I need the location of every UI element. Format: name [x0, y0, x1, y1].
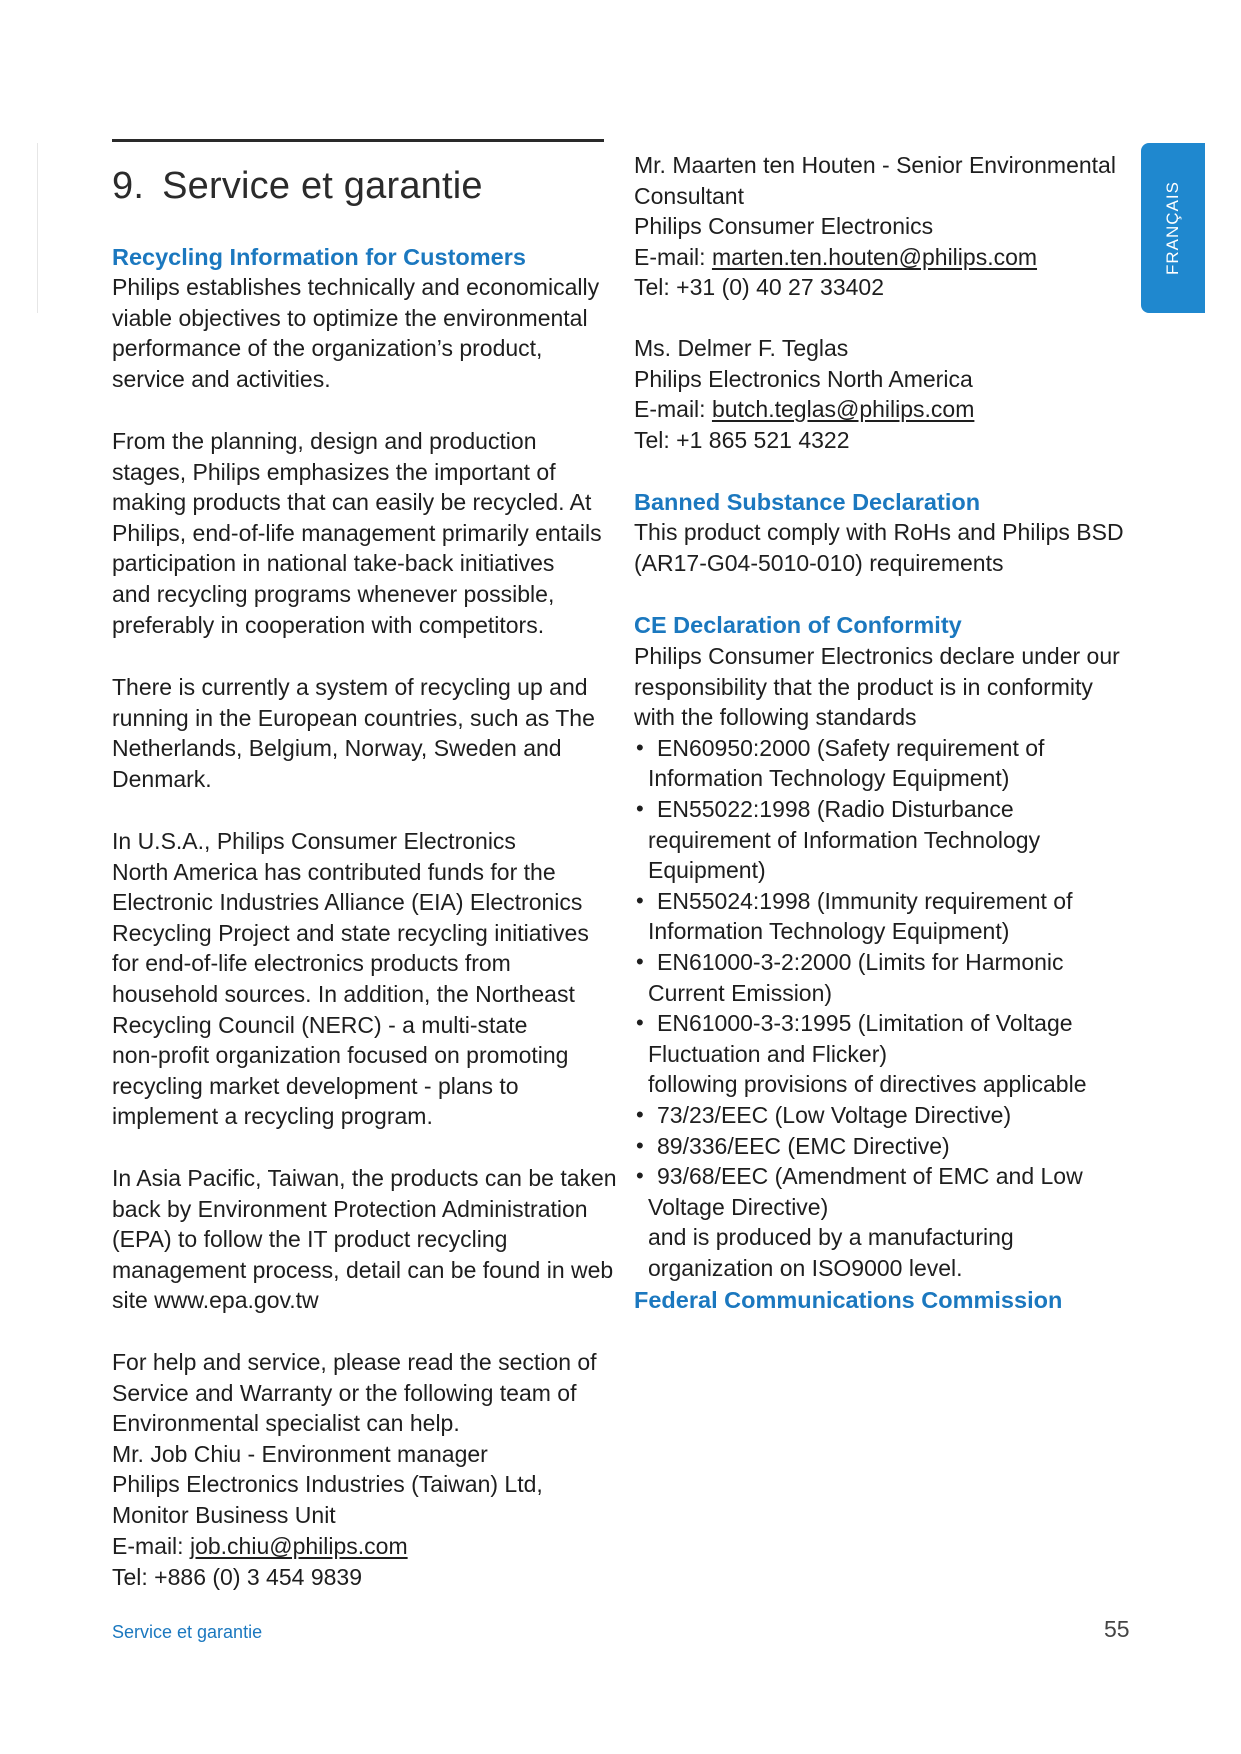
text-line: (EPA) to follow the IT product recycling [112, 1226, 508, 1253]
text-line: Recycling Project and state recycling initiatives [112, 919, 589, 946]
margin-rule [37, 143, 38, 313]
text-line: back by Environment Protection Administration [112, 1195, 588, 1222]
language-tab[interactable] [1141, 143, 1205, 313]
text-line: performance of the organization’s product, [112, 335, 543, 362]
list-item [634, 1161, 1134, 1222]
text-line: Denmark. [112, 765, 212, 792]
text-line: Netherlands, Belgium, Norway, Sweden and [112, 735, 562, 762]
text-line: This product comply with RoHs and Philips BSD [634, 519, 1124, 545]
text-line: site www.epa.gov.tw [112, 1287, 319, 1314]
text-line: Mr. Job Chiu - Environment manager [112, 1440, 488, 1467]
recycling-paragraph-3 [112, 672, 617, 794]
list-item [634, 1100, 1134, 1131]
list-item-continuation: Current Emission) [648, 979, 833, 1006]
text-line: recycling market development - plans to [112, 1072, 519, 1099]
email-link-job-chiu[interactable]: job.chiu@philips.com [189, 1533, 408, 1559]
text-line: implement a recycling program. [112, 1103, 433, 1130]
text-line: preferably in cooperation with competitors. [112, 611, 545, 638]
text-line: Monitor Business Unit [112, 1501, 336, 1528]
text-line: In U.S.A., Philips Consumer Electronics [112, 828, 516, 854]
text-line: with the following standards [634, 704, 917, 731]
list-item [634, 794, 1134, 886]
text-line: North America has contributed funds for the [112, 858, 556, 885]
text-line: Mr. Maarten ten Houten - Senior Environmental [634, 152, 1116, 178]
section-rule [112, 139, 604, 142]
text-line: service and activities. [112, 365, 331, 392]
text-line: Consultant [634, 182, 744, 209]
ce-heading: CE Declaration of Conformity [634, 612, 962, 638]
list-item [634, 947, 1134, 1008]
email-link-delmer[interactable]: butch.teglas@philips.com [711, 396, 975, 423]
text-line: In Asia Pacific, Taiwan, the products can be taken [112, 1165, 617, 1191]
recycling-paragraph-5 [112, 1163, 617, 1316]
email-line [634, 242, 1134, 273]
text-line: running in the European countries, such as The [112, 704, 595, 731]
contact-maarten-lines [634, 150, 1134, 242]
text-line: Philips Consumer Electronics [634, 213, 934, 240]
email-label: E-mail: [634, 243, 706, 270]
list-item-text: • 73/23/EEC (Low Voltage Directive) [657, 1101, 1012, 1128]
tel-line: Tel: +31 (0) 40 27 33402 [634, 274, 884, 301]
help-paragraph [112, 1347, 617, 1531]
text-line: stages, Philips emphasizes the important of [112, 458, 556, 485]
text-line: There is currently a system of recycling up and [112, 674, 588, 700]
text-line: Environmental specialist can help. [112, 1410, 460, 1437]
recycling-paragraph-4 [112, 826, 617, 1132]
text-line: management process, detail can be found in web [112, 1256, 614, 1283]
text-line: viable objectives to optimize the environmental [112, 304, 588, 331]
tel-line: Tel: +1 865 521 4322 [634, 426, 850, 453]
directives-list [634, 1100, 1134, 1222]
text-line: and recycling programs whenever possible, [112, 580, 555, 607]
text-line: household sources. In addition, the Northeast [112, 980, 575, 1007]
email-line [634, 394, 1134, 425]
text-line: Philips, end-of-life management primarily entails [112, 519, 602, 546]
ce-closing [634, 1222, 1134, 1283]
provisions-intro: following provisions of directives applicable [648, 1071, 1087, 1098]
email-label: E-mail: [634, 396, 706, 423]
list-item-text: • 93/68/EEC (Amendment of EMC and Low [657, 1163, 1083, 1190]
section-number: 9. [112, 165, 145, 207]
text-line: non-profit organization focused on promoting [112, 1042, 569, 1069]
text-line: responsibility that the product is in conformity [634, 673, 1093, 700]
contact-delmer-lines [634, 333, 1134, 394]
text-line: From the planning, design and production [112, 428, 537, 454]
footer-section-name: Service et garantie [112, 1622, 263, 1642]
ce-intro [634, 641, 1134, 733]
list-item [634, 733, 1134, 794]
list-item-text: • EN61000-3-3:1995 (Limitation of Voltage [657, 1010, 1073, 1037]
page-number: 55 [1104, 1616, 1130, 1642]
text-line: Philips Consumer Electronics declare under our [634, 643, 1120, 669]
text-line: Philips Electronics Industries (Taiwan) Ltd, [112, 1471, 543, 1498]
banned-substance-text [634, 517, 1134, 578]
text-line: Service and Warranty or the following team of [112, 1379, 577, 1406]
text-line: Philips establishes technically and economically [112, 274, 600, 300]
text-line: (AR17-G04-5010-010) requirements [634, 549, 1004, 576]
recycling-paragraph-1 [112, 272, 617, 394]
text-line: Recycling Council (NERC) - a multi-state [112, 1011, 528, 1038]
contact-delmer [634, 333, 1134, 455]
list-item-continuation: Equipment) [648, 857, 766, 884]
recycling-paragraph-2 [112, 426, 617, 640]
list-item-text: • EN55022:1998 (Radio Disturbance [657, 795, 1014, 822]
text-line: making products that can easily be recycled. At [112, 489, 592, 516]
list-item-continuation: Fluctuation and Flicker) [648, 1040, 888, 1067]
standards-list [634, 733, 1134, 1070]
text-line: and is produced by a manufacturing [648, 1224, 1014, 1251]
banned-substance-heading: Banned Substance Declaration [634, 489, 981, 515]
list-item-continuation: Information Technology Equipment) [648, 765, 1010, 792]
contact-job-chiu [112, 1531, 617, 1592]
email-line [112, 1531, 617, 1562]
section-title: Service et garantie [162, 165, 483, 207]
list-item [634, 1131, 1134, 1162]
text-line: organization on ISO9000 level. [648, 1254, 963, 1281]
list-item-continuation: requirement of Information Technology [648, 826, 1041, 853]
list-item [634, 1008, 1134, 1069]
text-line: For help and service, please read the section of [112, 1349, 597, 1375]
ce-declaration [634, 641, 1134, 1283]
email-label: E-mail: [112, 1533, 184, 1559]
list-item-text: • EN55024:1998 (Immunity requirement of [657, 887, 1073, 914]
email-link-maarten[interactable]: marten.ten.houten@philips.com [711, 243, 1038, 270]
page-title [112, 165, 483, 208]
text-line: for end-of-life electronics products from [112, 950, 511, 977]
text-line: participation in national take-back initiatives [112, 550, 555, 577]
list-item [634, 886, 1134, 947]
list-item-text: • 89/336/EEC (EMC Directive) [657, 1132, 950, 1159]
text-line: Philips Electronics North America [634, 365, 973, 392]
list-item-continuation: Voltage Directive) [648, 1193, 829, 1220]
list-item-text: • EN61000-3-2:2000 (Limits for Harmonic [657, 948, 1064, 975]
list-item-text: • EN60950:2000 (Safety requirement of [657, 734, 1045, 761]
contact-maarten [634, 150, 1134, 303]
list-item-continuation: Information Technology Equipment) [648, 918, 1010, 945]
tel-line: Tel: +886 (0) 3 454 9839 [112, 1563, 362, 1590]
recycling-heading: Recycling Information for Customers [112, 244, 526, 270]
text-line: Ms. Delmer F. Teglas [634, 335, 849, 361]
text-line: Electronic Industries Alliance (EIA) Electronics [112, 889, 583, 916]
language-tab-label: FRANÇAIS [1163, 181, 1182, 275]
fcc-heading: Federal Communications Commission [634, 1287, 1063, 1313]
